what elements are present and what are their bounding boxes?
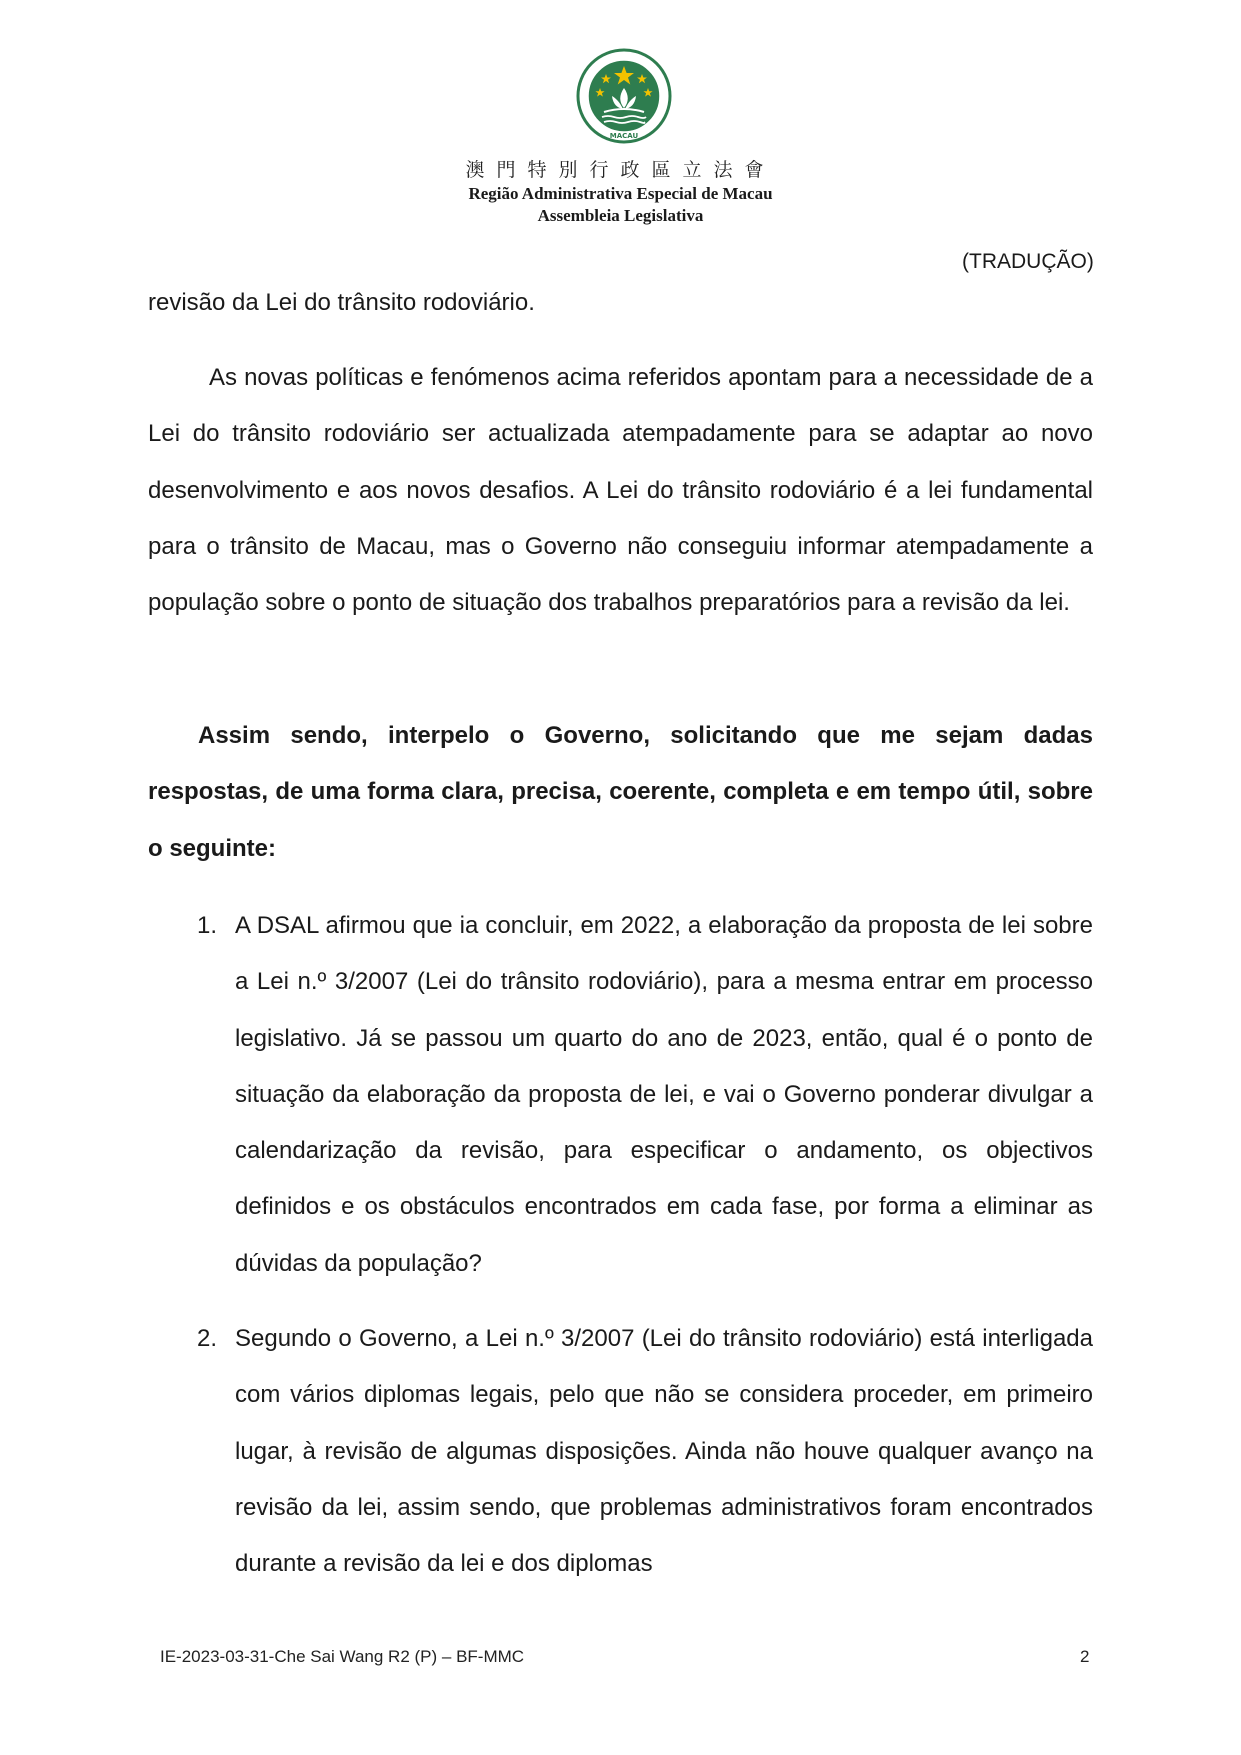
header-assembly-name: Assembleia Legislativa xyxy=(537,206,704,225)
svg-text:MACAU: MACAU xyxy=(609,132,639,140)
macau-emblem-logo xyxy=(576,48,672,144)
footer-page-number: 2 xyxy=(1080,1647,1090,1666)
header-region-name: Região Administrativa Especial de Macau xyxy=(468,184,773,203)
footer-reference: IE-2023-03-31-Che Sai Wang R2 (P) – BF-MMC xyxy=(160,1647,525,1666)
header-chinese-title: 澳門特別行政區立法會 xyxy=(465,160,776,181)
question-item xyxy=(148,898,1093,1292)
translation-label: (TRADUÇÃO) xyxy=(962,250,1094,273)
question-text: A DSAL afirmou que ia concluir, em 2022, a elaboração da proposta de lei sobre a Lei n.º 3/2007 (Lei do trânsito rodoviário), para a mesma entrar em processo legislativo. Já se passou um quarto do ano de 2023, então, qual é o ponto de situação da elaboração da proposta de lei, e vai o Governo ponderar divulgar a calendarização da revisão, para especificar o andamento, os objectivos definidos e os obstáculos encontrados em cada fase, por forma a eliminar as dúvidas da população? xyxy=(235,912,1093,1277)
question-item xyxy=(148,1311,1093,1592)
paragraph-interpellation: Assim sendo, interpelo o Governo, solicitando que me sejam dadas respostas, de uma forma clara, precisa, coerente, completa e em tempo útil, sobre o seguinte: xyxy=(148,722,1093,862)
paragraph-continuation: revisão da Lei do trânsito rodoviário. xyxy=(148,289,535,316)
question-number: 1. xyxy=(197,912,218,939)
question-number: 2. xyxy=(197,1325,218,1352)
question-text: Segundo o Governo, a Lei n.º 3/2007 (Lei do trânsito rodoviário) está interligada com vários diplomas legais, pelo que não se considera proceder, em primeiro lugar, à revisão de algumas disposições. Ainda não houve qualquer avanço na revisão da lei, assim sendo, que problemas administrativos foram encontrados durante a revisão da lei e dos diplomas xyxy=(235,1325,1093,1578)
paragraph-context: As novas políticas e fenómenos acima referidos apontam para a necessidade de a Lei do trânsito rodoviário ser actualizada atempadamente para se adaptar ao novo desenvolvimento e aos novos desafios. A Lei do trânsito rodoviário é a lei fundamental para o trânsito de Macau, mas o Governo não conseguiu informar atempadamente a população sobre o ponto de situação dos trabalhos preparatórios para a revisão da lei. xyxy=(148,364,1093,617)
